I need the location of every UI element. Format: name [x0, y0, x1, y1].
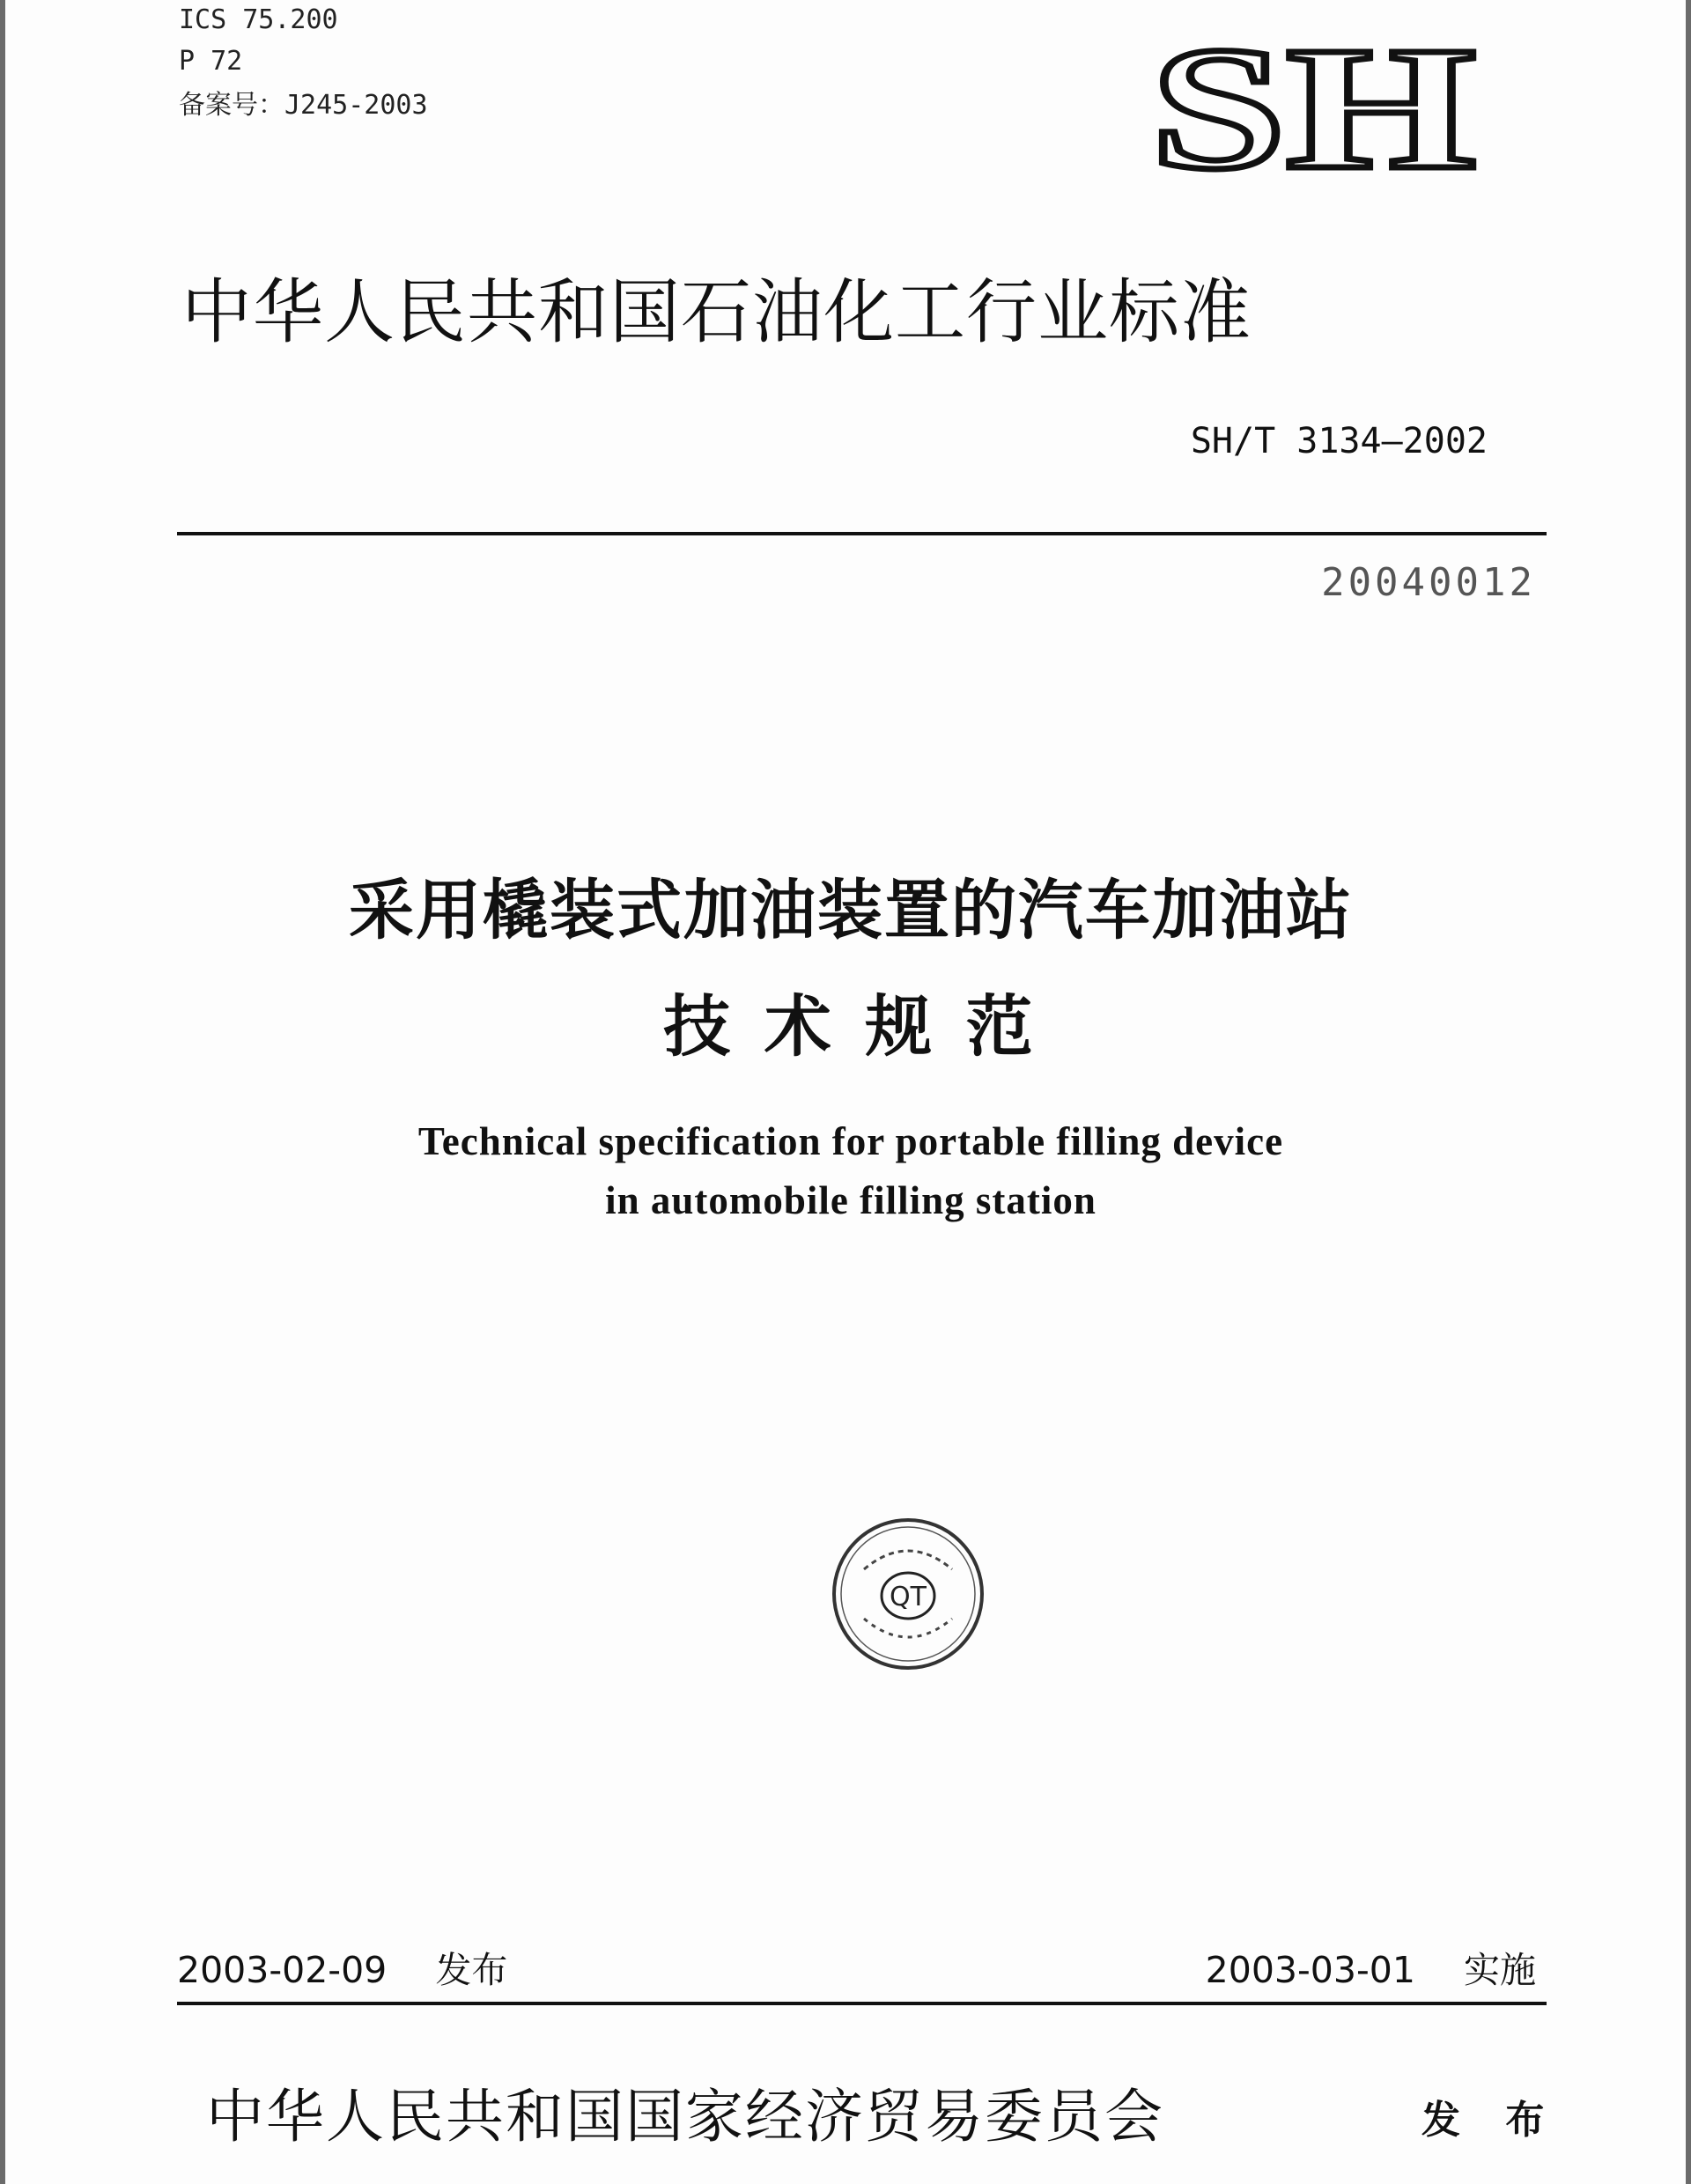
implementation-label: 实施	[1464, 1949, 1536, 1991]
catalog-number: 20040012	[1321, 560, 1536, 605]
ics-code: ICS 75.200	[179, 4, 338, 35]
implementation-date-line	[1206, 1941, 1536, 1993]
sh-logo-text: SH	[1150, 26, 1476, 185]
sh-logo	[1146, 26, 1481, 185]
implementation-date: 2003-03-01	[1205, 1949, 1415, 1991]
issuer-action: 发 布	[1421, 2098, 1561, 2143]
standard-number: SH/T 3134—2002	[1190, 421, 1488, 461]
top-divider	[177, 532, 1547, 535]
filing-number: 备案号：J245-2003	[179, 90, 428, 121]
release-date: 2003-02-09	[177, 1949, 388, 1991]
issuing-authority: 中华人民共和国国家经济贸易委员会	[206, 2083, 1164, 2151]
qt-seal-stamp	[829, 1515, 987, 1673]
bottom-divider	[177, 2002, 1547, 2005]
document-title-zh-line1: 采用橇装式加油装置的汽车加油站	[349, 873, 1353, 948]
document-title-zh-line2: 技 术 规 范	[663, 987, 1038, 1066]
classification-code: P 72	[179, 46, 243, 77]
release-label: 发布	[435, 1949, 508, 1991]
document-title-en-line2: in automobile filling station	[605, 1178, 1097, 1222]
release-date-line	[177, 1941, 507, 1993]
standard-title: 中华人民共和国石油化工行业标准	[181, 271, 1252, 353]
stamp-text: QT	[890, 1582, 927, 1612]
document-page	[5, 0, 1686, 2184]
document-title-en-line1: Technical specification for portable filling device	[417, 1119, 1284, 1163]
